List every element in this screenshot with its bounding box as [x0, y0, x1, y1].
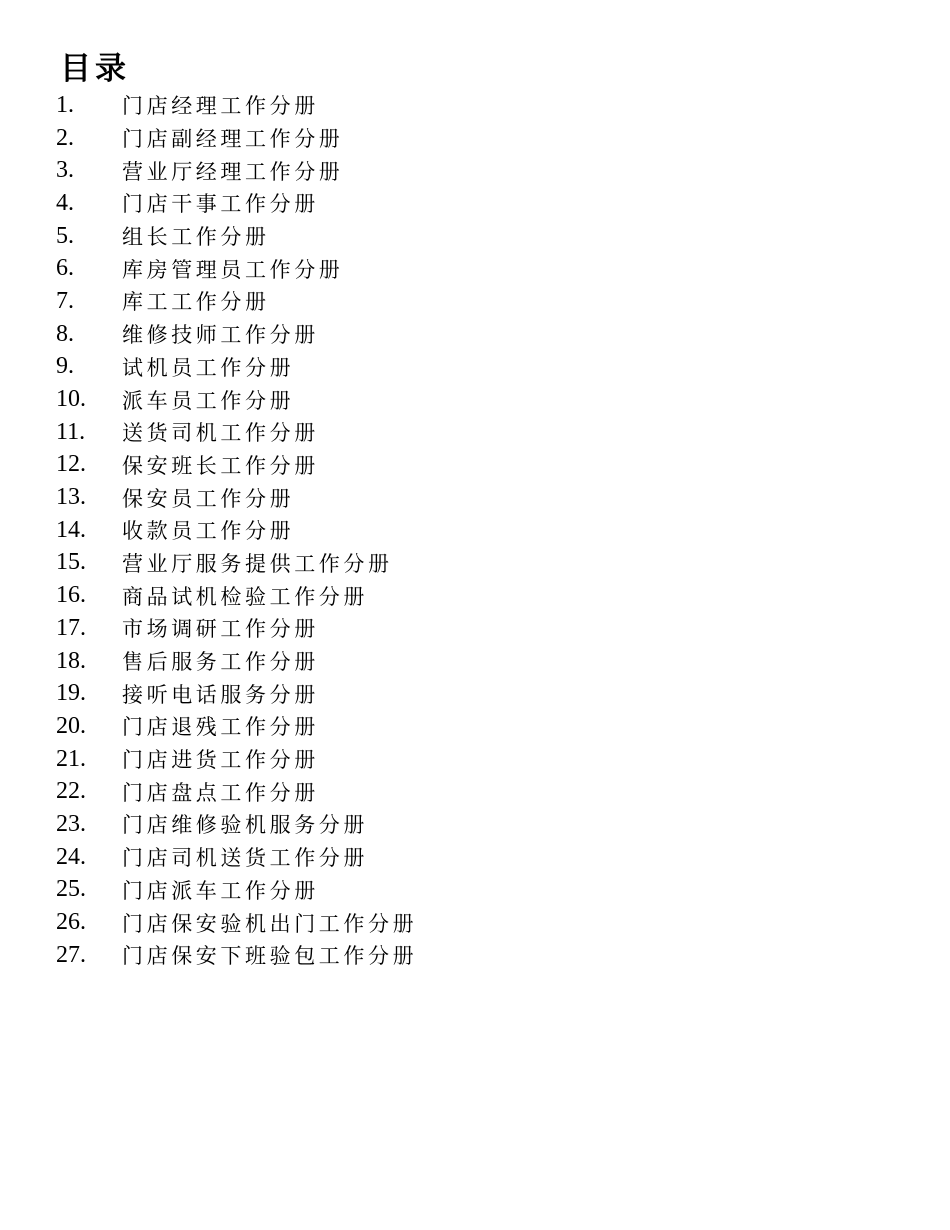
toc-item-number: 13. — [56, 484, 86, 511]
toc-item-number: 26. — [56, 909, 86, 936]
toc-item-number: 11. — [56, 418, 86, 445]
toc-item-label: 门店干事工作分册 — [122, 192, 319, 217]
toc-item-label: 门店盘点工作分册 — [122, 780, 319, 805]
toc-item-label: 派车员工作分册 — [122, 388, 295, 413]
toc-item-number: 5. — [56, 222, 74, 249]
toc-item[interactable] — [56, 906, 417, 939]
toc-item-number: 12. — [56, 451, 86, 478]
toc-item[interactable] — [56, 743, 417, 776]
toc-item[interactable] — [56, 645, 417, 678]
toc-item-label: 门店经理工作分册 — [122, 94, 319, 119]
toc-item[interactable] — [56, 122, 417, 155]
toc-item-number: 25. — [56, 876, 86, 903]
toc-item-label: 营业厅服务提供工作分册 — [122, 551, 393, 576]
toc-item-label: 门店退残工作分册 — [122, 715, 319, 740]
toc-item[interactable] — [56, 612, 417, 645]
toc-item-number: 2. — [56, 124, 74, 151]
toc-item-number: 6. — [56, 255, 74, 282]
toc-item[interactable] — [56, 841, 417, 874]
toc-item[interactable] — [56, 547, 417, 580]
toc-item-number: 18. — [56, 647, 86, 674]
toc-item[interactable] — [56, 481, 417, 514]
toc-item[interactable] — [56, 252, 417, 285]
toc-item-number: 7. — [56, 287, 74, 314]
toc-item-number: 9. — [56, 353, 74, 380]
toc-item-label: 商品试机检验工作分册 — [122, 584, 368, 609]
toc-item-label: 库工工作分册 — [122, 290, 270, 315]
toc-item-number: 4. — [56, 189, 74, 216]
toc-item[interactable] — [56, 154, 417, 187]
toc-item[interactable] — [56, 874, 417, 907]
toc-item[interactable] — [56, 449, 417, 482]
toc-item-label: 组长工作分册 — [122, 225, 270, 250]
toc-item-label: 门店维修验机服务分册 — [122, 813, 368, 838]
toc-title: 目录 — [60, 51, 130, 87]
toc-item-label: 保安班长工作分册 — [122, 453, 319, 478]
toc-item-number: 24. — [56, 843, 86, 870]
toc-item[interactable] — [56, 416, 417, 449]
toc-item[interactable] — [56, 220, 417, 253]
toc-item-number: 1. — [56, 91, 74, 118]
toc-item-number: 14. — [56, 516, 86, 543]
toc-item-number: 19. — [56, 680, 86, 707]
toc-item-label: 送货司机工作分册 — [122, 421, 319, 446]
toc-item-label: 门店派车工作分册 — [122, 878, 319, 903]
toc-item[interactable] — [56, 939, 417, 972]
toc-item-number: 20. — [56, 712, 86, 739]
toc-item-label: 接听电话服务分册 — [122, 682, 319, 707]
toc-item[interactable] — [56, 318, 417, 351]
toc-item[interactable] — [56, 775, 417, 808]
toc-item-label: 门店副经理工作分册 — [122, 127, 344, 152]
toc-item[interactable] — [56, 285, 417, 318]
toc-item-number: 10. — [56, 386, 86, 413]
toc-item[interactable] — [56, 187, 417, 220]
toc-list — [56, 89, 417, 972]
toc-item-label: 门店进货工作分册 — [122, 748, 319, 773]
toc-item-label: 收款员工作分册 — [122, 519, 295, 544]
toc-item[interactable] — [56, 808, 417, 841]
toc-item-number: 23. — [56, 810, 86, 837]
toc-item-number: 8. — [56, 320, 74, 347]
toc-item-label: 库房管理员工作分册 — [122, 257, 344, 282]
toc-item-label: 门店保安验机出门工作分册 — [122, 911, 418, 936]
toc-item-label: 保安员工作分册 — [122, 486, 295, 511]
toc-item[interactable] — [56, 383, 417, 416]
toc-item[interactable] — [56, 351, 417, 384]
toc-item-number: 16. — [56, 582, 86, 609]
toc-item-number: 17. — [56, 614, 86, 641]
toc-item-label: 营业厅经理工作分册 — [122, 159, 344, 184]
toc-item-label: 维修技师工作分册 — [122, 323, 319, 348]
toc-item-number: 27. — [56, 941, 86, 968]
toc-item[interactable] — [56, 579, 417, 612]
toc-item-label: 售后服务工作分册 — [122, 650, 319, 675]
toc-item[interactable] — [56, 677, 417, 710]
toc-item[interactable] — [56, 710, 417, 743]
toc-item-label: 门店保安下班验包工作分册 — [122, 944, 418, 969]
toc-item-number: 3. — [56, 157, 74, 184]
toc-item-label: 市场调研工作分册 — [122, 617, 319, 642]
toc-item-label: 门店司机送货工作分册 — [122, 846, 368, 871]
toc-item[interactable] — [56, 89, 417, 122]
toc-item-number: 15. — [56, 549, 86, 576]
toc-item[interactable] — [56, 514, 417, 547]
toc-item-label: 试机员工作分册 — [122, 355, 295, 380]
toc-item-number: 22. — [56, 778, 86, 805]
toc-item-number: 21. — [56, 745, 86, 772]
